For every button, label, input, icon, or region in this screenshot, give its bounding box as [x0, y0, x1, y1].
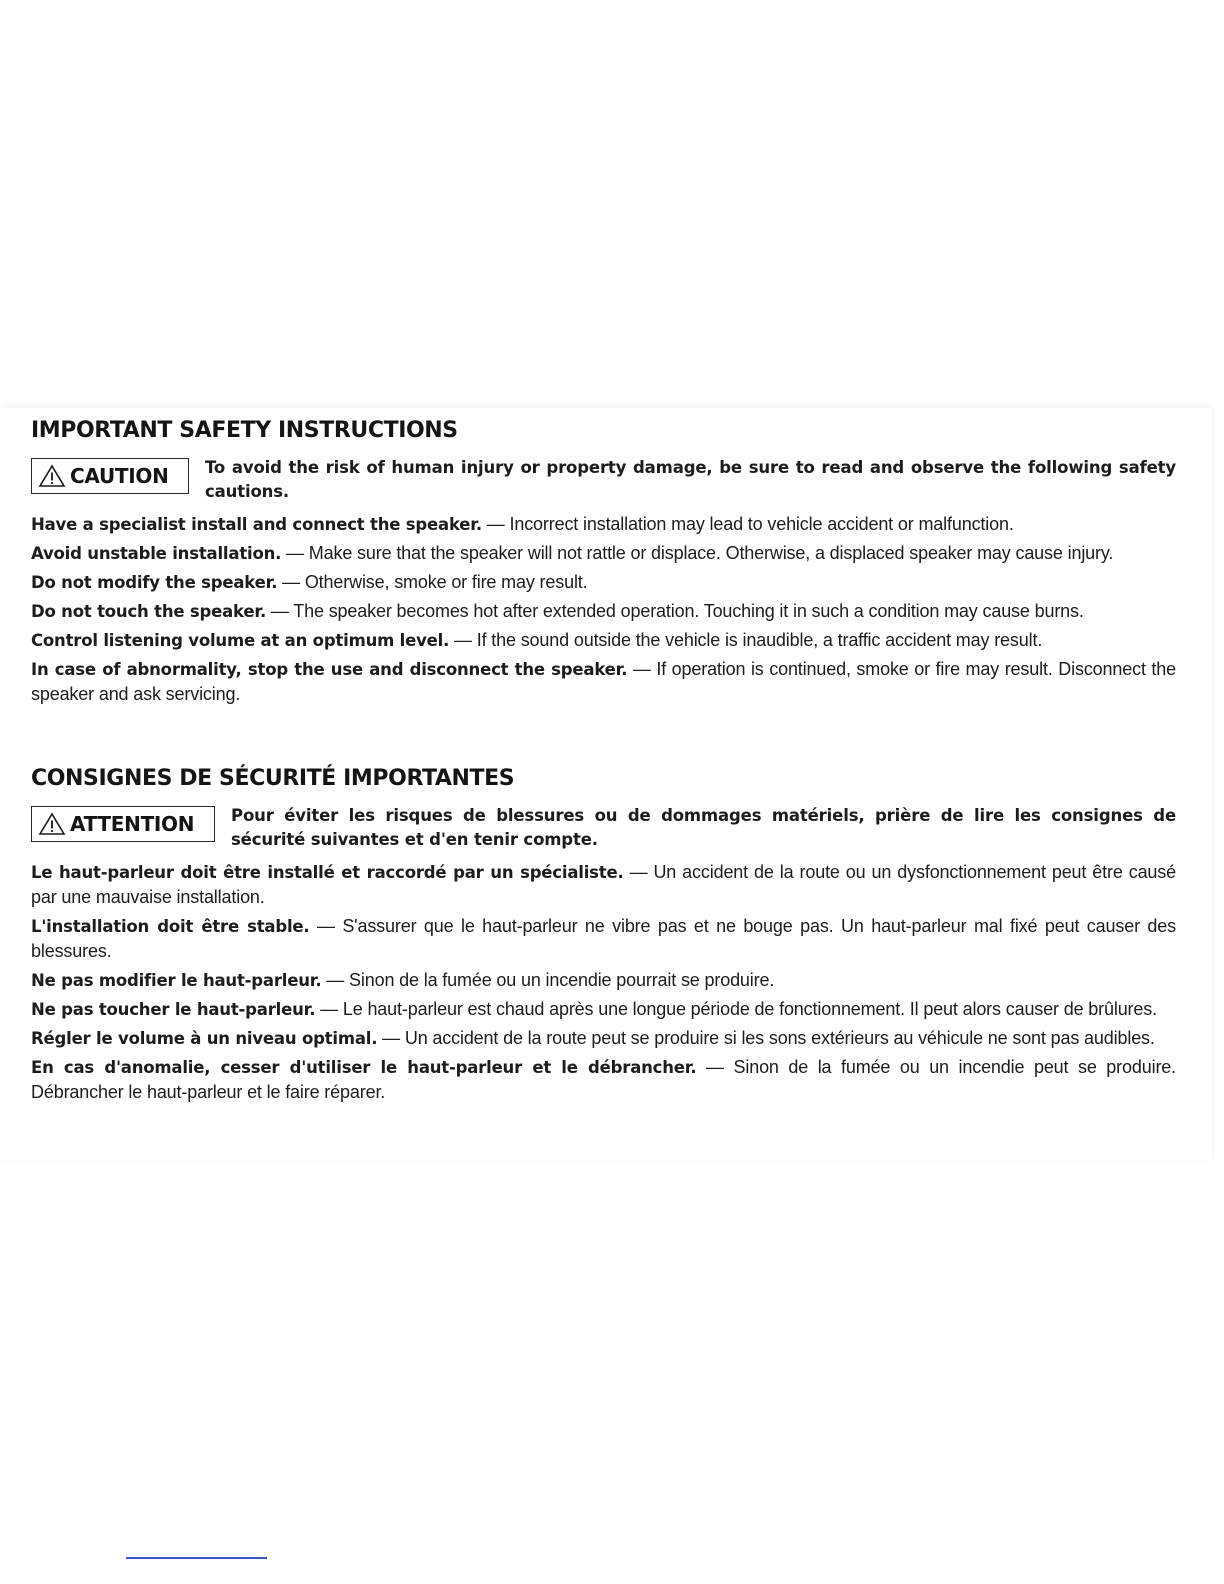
decorative-underline: [126, 1557, 267, 1559]
safety-item-title: Do not modify the speaker.: [31, 573, 278, 592]
safety-item-body: If operation is continued, smoke or fire may result. Disconnect the speaker and ask servicing.: [31, 659, 1176, 704]
separator: —: [277, 572, 305, 592]
safety-item: [31, 997, 1176, 1022]
safety-item-body: S'assurer que le haut-parleur ne vibre pas et ne bouge pas. Un haut-parleur mal fixé peut causer des blessures.: [31, 916, 1176, 961]
safety-item-title: Control listening volume at an optimum level.: [31, 631, 450, 650]
english-warning-row: [31, 456, 1176, 504]
warning-triangle-icon: [38, 812, 66, 836]
safety-item: [31, 1026, 1176, 1051]
french-heading: CONSIGNES DE SÉCURITÉ IMPORTANTES: [31, 766, 515, 791]
safety-item-body: Sinon de la fumée ou un incendie peut se produire. Débrancher le haut-parleur et le faire réparer.: [31, 1057, 1176, 1102]
separator: —: [281, 543, 309, 563]
safety-item-body: Un accident de la route ou un dysfonctionnement peut être causé par une mauvaise installation.: [31, 862, 1177, 907]
caution-label: CAUTION: [70, 464, 169, 488]
safety-item: [31, 860, 1176, 910]
separator: —: [623, 862, 654, 882]
separator: —: [321, 970, 350, 990]
safety-item-body: The speaker becomes hot after extended operation. Touching it in such a condition may cause burns.: [293, 601, 1084, 621]
safety-item-body: Otherwise, smoke or fire may result.: [304, 572, 588, 592]
french-warning-row: [31, 804, 1176, 852]
attention-box: [31, 806, 215, 842]
safety-item-body: Make sure that the speaker will not rattle or displace. Otherwise, a displaced speaker may cause injury.: [308, 543, 1114, 563]
separator: —: [309, 916, 343, 936]
separator: —: [315, 999, 343, 1019]
caution-box: [31, 458, 189, 494]
safety-item-title: Le haut-parleur doit être installé et raccordé par un spécialiste.: [31, 863, 624, 882]
safety-item-title: Régler le volume à un niveau optimal.: [31, 1029, 378, 1048]
safety-item-body: Incorrect installation may lead to vehicle accident or malfunction.: [509, 514, 1014, 534]
safety-item-title: En cas d'anomalie, cesser d'utiliser le haut-parleur et le débrancher.: [31, 1058, 697, 1077]
safety-item-body: Sinon de la fumée ou un incendie pourrait se produire.: [349, 970, 775, 990]
safety-item: [31, 1055, 1176, 1105]
separator: —: [627, 659, 657, 679]
safety-item: [31, 914, 1176, 964]
attention-label: ATTENTION: [70, 812, 195, 836]
english-safety-section: [31, 416, 1176, 711]
english-heading: IMPORTANT SAFETY INSTRUCTIONS: [31, 418, 458, 443]
safety-item: [31, 968, 1176, 993]
safety-item-body: Un accident de la route peut se produire si les sons extérieurs au véhicule ne sont pas audibles.: [404, 1028, 1155, 1048]
french-safety-section: [31, 764, 1176, 1109]
safety-item: [31, 657, 1176, 707]
safety-item: [31, 628, 1176, 653]
safety-item-title: In case of abnormality, stop the use and disconnect the speaker.: [31, 660, 628, 679]
warning-triangle-icon: [38, 464, 66, 488]
safety-item-title: Have a specialist install and connect the speaker.: [31, 515, 482, 534]
safety-item-title: Ne pas modifier le haut-parleur.: [31, 971, 322, 990]
caution-text: To avoid the risk of human injury or property damage, be sure to read and observe the following safety cautions.: [205, 458, 1176, 501]
safety-item: [31, 570, 1176, 595]
separator: —: [449, 630, 477, 650]
attention-text: Pour éviter les risques de blessures ou de dommages matériels, prière de lire les consignes de sécurité suivantes et d'en tenir compte.: [231, 806, 1176, 849]
safety-item-body: If the sound outside the vehicle is inaudible, a traffic accident may result.: [476, 630, 1043, 650]
separator: —: [696, 1057, 734, 1077]
safety-item: [31, 541, 1176, 566]
safety-item-body: Le haut-parleur est chaud après une longue période de fonctionnement. Il peut alors causer de brûlures.: [342, 999, 1157, 1019]
separator: —: [266, 601, 294, 621]
safety-item-title: Do not touch the speaker.: [31, 602, 267, 621]
separator: —: [481, 514, 510, 534]
safety-item-title: Ne pas toucher le haut-parleur.: [31, 1000, 316, 1019]
safety-item-title: L'installation doit être stable.: [31, 917, 310, 936]
safety-item: [31, 599, 1176, 624]
safety-item-title: Avoid unstable installation.: [31, 544, 282, 563]
separator: —: [377, 1028, 405, 1048]
safety-item: [31, 512, 1176, 537]
